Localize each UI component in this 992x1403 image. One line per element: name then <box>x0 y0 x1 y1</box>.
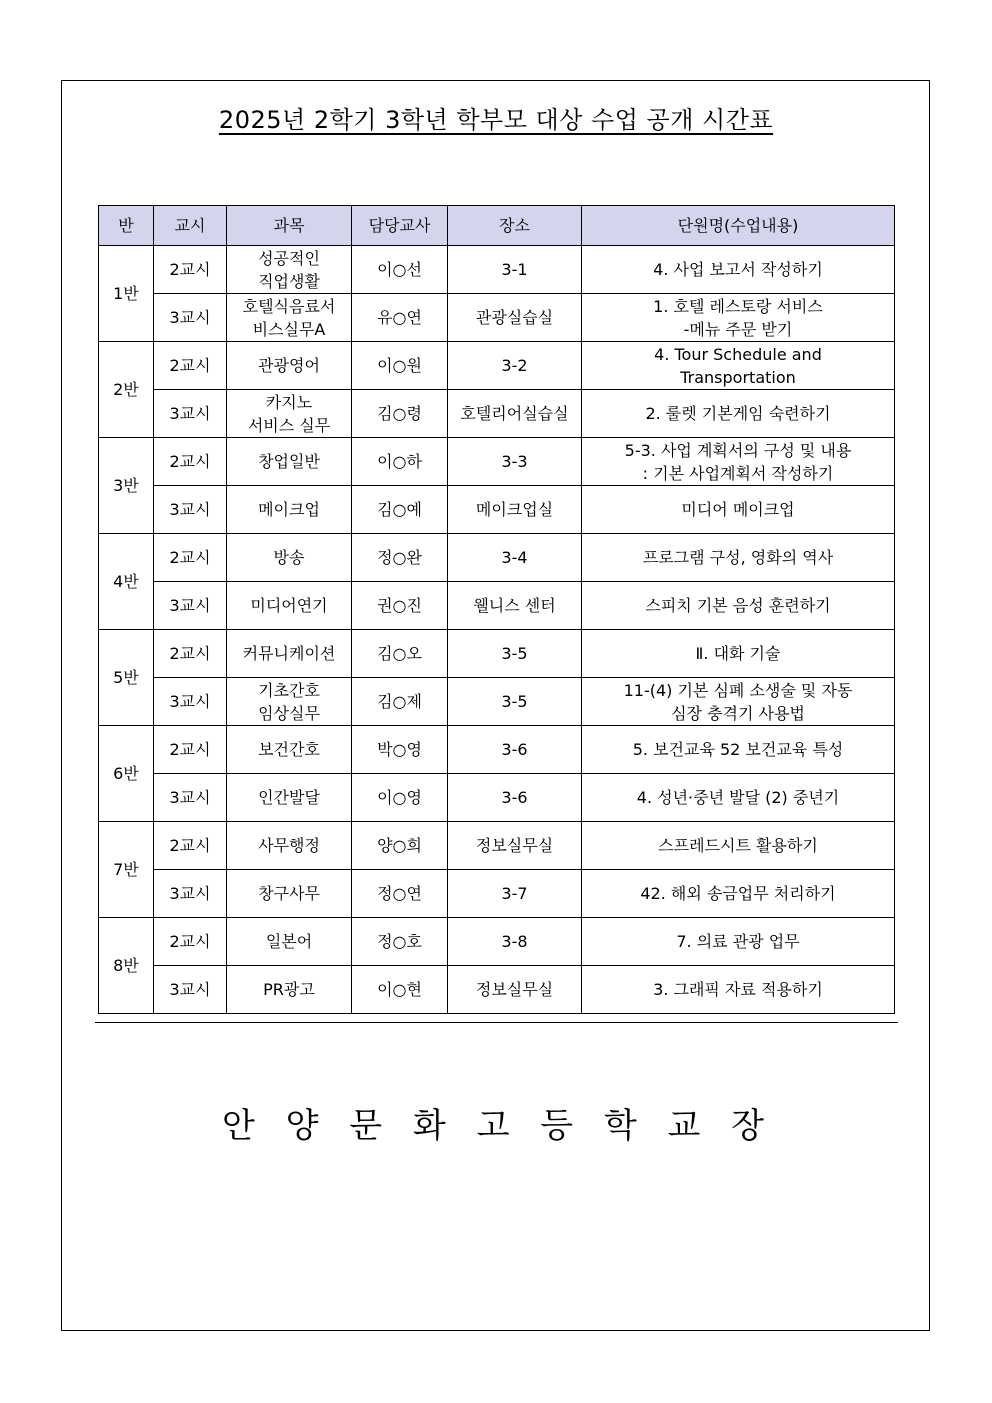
subject-cell <box>227 822 352 870</box>
place-cell: 관광실습실 <box>448 294 582 342</box>
table-row <box>99 294 895 342</box>
teacher-cell: 양○희 <box>352 822 448 870</box>
teacher-cell: 유○연 <box>352 294 448 342</box>
header-unit: 단원명(수업내용) <box>582 206 895 246</box>
place-cell: 3-1 <box>448 246 582 294</box>
subject-cell <box>227 246 352 294</box>
teacher-cell: 이○현 <box>352 966 448 1014</box>
period-cell: 2교시 <box>154 726 227 774</box>
period-cell: 3교시 <box>154 294 227 342</box>
unit-cell-line: 미디어 메이크업 <box>681 500 795 519</box>
unit-cell-line: Transportation <box>680 367 796 387</box>
place-cell: 3-5 <box>448 630 582 678</box>
unit-cell <box>582 438 895 486</box>
place-cell: 웰니스 센터 <box>448 582 582 630</box>
unit-cell <box>582 582 895 630</box>
unit-cell <box>582 918 895 966</box>
place-cell: 3-2 <box>448 342 582 390</box>
unit-cell-line: 3. 그래픽 자료 적용하기 <box>653 980 823 999</box>
unit-cell-line: 4. Tour Schedule and <box>654 344 822 364</box>
header-subject: 과목 <box>227 206 352 246</box>
unit-cell-line: : 기본 사업계획서 작성하기 <box>642 463 834 483</box>
subject-cell-line: 메이크업 <box>258 500 320 519</box>
subject-cell-line: 미디어연기 <box>250 596 328 615</box>
subject-cell-line: 방송 <box>273 548 305 567</box>
place-cell: 정보실무실 <box>448 966 582 1014</box>
table-row <box>99 582 895 630</box>
header-ban: 반 <box>99 206 154 246</box>
subject-cell <box>227 486 352 534</box>
period-cell: 3교시 <box>154 966 227 1014</box>
unit-cell-line: 42. 해외 송금업무 처리하기 <box>640 884 836 903</box>
page-title-text: 2025년 2학기 3학년 학부모 대상 수업 공개 시간표 <box>218 106 774 134</box>
table-row <box>99 918 895 966</box>
table-row <box>99 822 895 870</box>
school-signature: 안 양 문 화 고 등 학 교 장 <box>221 1106 771 1146</box>
subject-cell <box>227 438 352 486</box>
subject-cell-line: 비스실무A <box>252 319 326 339</box>
period-cell: 2교시 <box>154 246 227 294</box>
unit-cell-line: 5. 보건교육 52 보건교육 특성 <box>632 740 844 759</box>
ban-cell: 6반 <box>99 726 154 822</box>
teacher-cell: 이○하 <box>352 438 448 486</box>
unit-cell-line: Ⅱ. 대화 기술 <box>695 644 781 663</box>
table-row <box>99 438 895 486</box>
unit-cell <box>582 486 895 534</box>
ban-cell: 4반 <box>99 534 154 630</box>
table-row <box>99 342 895 390</box>
table-row <box>99 966 895 1014</box>
teacher-cell: 이○선 <box>352 246 448 294</box>
unit-cell-line: 심장 충격기 사용법 <box>671 703 805 723</box>
subject-cell <box>227 390 352 438</box>
subject-cell-line: 인간발달 <box>258 788 320 807</box>
unit-cell <box>582 390 895 438</box>
unit-cell-line: 프로그램 구성, 영화의 역사 <box>642 548 834 567</box>
subject-cell-line: 호텔식음료서 <box>242 296 336 316</box>
subject-cell-line: 직업생활 <box>258 271 320 291</box>
place-cell: 3-5 <box>448 678 582 726</box>
table-row <box>99 678 895 726</box>
table-row <box>99 534 895 582</box>
subject-cell-line: 보건간호 <box>258 740 320 759</box>
place-cell: 3-4 <box>448 534 582 582</box>
unit-cell <box>582 246 895 294</box>
subject-cell-line: 기초간호 <box>258 680 320 700</box>
table-row <box>99 870 895 918</box>
teacher-cell: 박○영 <box>352 726 448 774</box>
table-row <box>99 246 895 294</box>
unit-cell-line: 스피치 기본 음성 훈련하기 <box>645 596 831 615</box>
unit-cell <box>582 342 895 390</box>
period-cell: 3교시 <box>154 774 227 822</box>
subject-cell <box>227 726 352 774</box>
unit-cell <box>582 822 895 870</box>
teacher-cell: 이○영 <box>352 774 448 822</box>
period-cell: 3교시 <box>154 582 227 630</box>
subject-cell <box>227 342 352 390</box>
subject-cell <box>227 294 352 342</box>
subject-cell-line: 카지노 <box>265 392 313 412</box>
period-cell: 3교시 <box>154 486 227 534</box>
period-cell: 2교시 <box>154 438 227 486</box>
subject-cell-line: PR광고 <box>263 980 315 999</box>
unit-cell-line: 스프레드시트 활용하기 <box>658 836 818 855</box>
unit-cell <box>582 630 895 678</box>
schedule-body <box>99 246 895 1014</box>
unit-cell <box>582 966 895 1014</box>
subject-cell-line: 관광영어 <box>258 356 320 375</box>
table-row <box>99 774 895 822</box>
subject-cell <box>227 678 352 726</box>
unit-cell-line: 11-(4) 기본 심폐 소생술 및 자동 <box>623 680 853 700</box>
schedule-table <box>98 205 895 1014</box>
place-cell: 3-6 <box>448 774 582 822</box>
subject-cell <box>227 870 352 918</box>
ban-cell: 8반 <box>99 918 154 1014</box>
place-cell: 3-8 <box>448 918 582 966</box>
teacher-cell: 김○오 <box>352 630 448 678</box>
unit-cell-line: 5-3. 사업 계획서의 구성 및 내용 <box>624 440 852 460</box>
period-cell: 2교시 <box>154 822 227 870</box>
page-title <box>0 100 992 135</box>
unit-cell-line: 1. 호텔 레스토랑 서비스 <box>653 296 823 316</box>
teacher-cell: 김○령 <box>352 390 448 438</box>
unit-cell <box>582 294 895 342</box>
subject-cell-line: 서비스 실무 <box>247 415 331 435</box>
ban-cell: 5반 <box>99 630 154 726</box>
unit-cell-line: 4. 사업 보고서 작성하기 <box>653 260 823 279</box>
subject-cell <box>227 966 352 1014</box>
place-cell: 정보실무실 <box>448 822 582 870</box>
teacher-cell: 정○연 <box>352 870 448 918</box>
ban-cell: 2반 <box>99 342 154 438</box>
subject-cell-line: 커뮤니케이션 <box>242 644 336 663</box>
period-cell: 3교시 <box>154 870 227 918</box>
period-cell: 2교시 <box>154 918 227 966</box>
period-cell: 2교시 <box>154 342 227 390</box>
unit-cell <box>582 870 895 918</box>
place-cell: 3-7 <box>448 870 582 918</box>
subject-cell <box>227 774 352 822</box>
subject-cell-line: 사무행정 <box>258 836 320 855</box>
unit-cell <box>582 774 895 822</box>
header-period: 교시 <box>154 206 227 246</box>
table-row <box>99 486 895 534</box>
period-cell: 2교시 <box>154 630 227 678</box>
place-cell: 호텔리어실습실 <box>448 390 582 438</box>
unit-cell-line: -메뉴 주문 받기 <box>683 319 793 339</box>
teacher-cell: 정○완 <box>352 534 448 582</box>
subject-cell-line: 일본어 <box>265 932 313 951</box>
teacher-cell: 권○진 <box>352 582 448 630</box>
place-cell: 3-6 <box>448 726 582 774</box>
subject-cell <box>227 630 352 678</box>
subject-cell-line: 임상실무 <box>258 703 320 723</box>
ban-cell: 1반 <box>99 246 154 342</box>
period-cell: 3교시 <box>154 678 227 726</box>
period-cell: 2교시 <box>154 534 227 582</box>
ban-cell: 3반 <box>99 438 154 534</box>
header-teacher: 담당교사 <box>352 206 448 246</box>
subject-cell-line: 창업일반 <box>258 452 320 471</box>
teacher-cell: 이○원 <box>352 342 448 390</box>
unit-cell-line: 2. 룰렛 기본게임 숙련하기 <box>645 404 831 423</box>
table-bottom-rule <box>95 1022 898 1023</box>
subject-cell <box>227 534 352 582</box>
subject-cell-line: 성공적인 <box>258 248 320 268</box>
unit-cell <box>582 726 895 774</box>
table-header-row <box>99 206 895 246</box>
table-row <box>99 390 895 438</box>
period-cell: 3교시 <box>154 390 227 438</box>
table-row <box>99 630 895 678</box>
unit-cell-line: 7. 의료 관광 업무 <box>676 932 800 951</box>
unit-cell-line: 4. 성년·중년 발달 (2) 중년기 <box>636 788 840 807</box>
teacher-cell: 김○제 <box>352 678 448 726</box>
teacher-cell: 김○예 <box>352 486 448 534</box>
header-place: 장소 <box>448 206 582 246</box>
unit-cell <box>582 534 895 582</box>
place-cell: 메이크업실 <box>448 486 582 534</box>
ban-cell: 7반 <box>99 822 154 918</box>
unit-cell <box>582 678 895 726</box>
table-row <box>99 726 895 774</box>
subject-cell <box>227 582 352 630</box>
subject-cell-line: 창구사무 <box>258 884 320 903</box>
place-cell: 3-3 <box>448 438 582 486</box>
teacher-cell: 정○호 <box>352 918 448 966</box>
subject-cell <box>227 918 352 966</box>
